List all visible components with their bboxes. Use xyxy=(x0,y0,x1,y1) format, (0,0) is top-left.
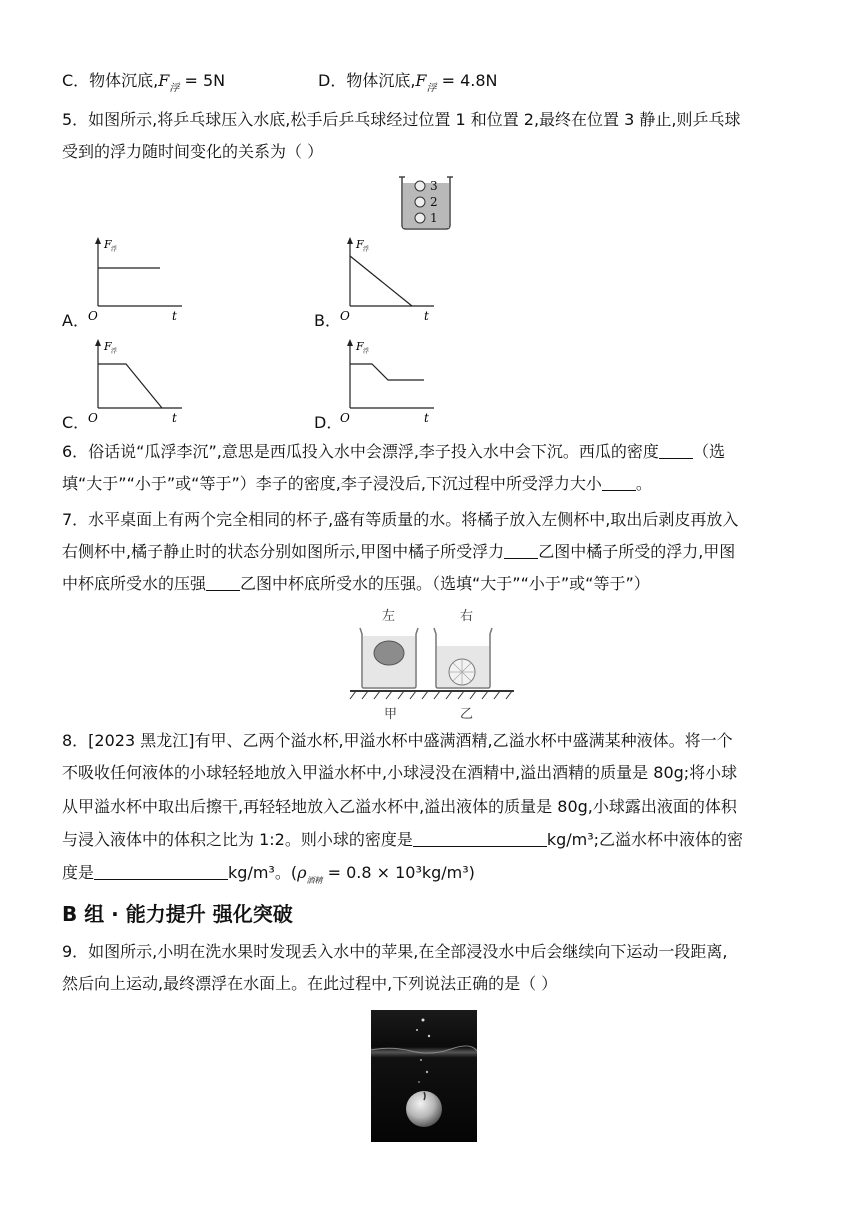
q5-stem-line2: 受到的浮力随时间变化的关系为（ ） xyxy=(62,142,324,161)
q5-option-d-label: D． xyxy=(314,413,343,432)
q8-blank-2[interactable] xyxy=(94,863,228,880)
q8-line5-text: 度是 xyxy=(62,863,95,882)
q5-option-b-label: B． xyxy=(314,311,341,330)
q7-line3-tail: 乙图中杯底所受水的压强。（选填“大于”“小于”或“等于”） xyxy=(240,574,650,593)
graph-b-origin: O xyxy=(340,309,350,323)
q8-rho-value: = 0.8 × 10³kg/m³) xyxy=(322,863,475,882)
q7-cups-figure xyxy=(348,606,516,724)
q4-option-c-value: = 5N xyxy=(179,71,226,90)
graph-b-y-label: F xyxy=(356,238,364,251)
q7-blank-1[interactable] xyxy=(504,542,538,559)
graph-c-curve xyxy=(98,364,162,408)
q6-line2-text: 填“大于”“小于”或“等于”）李子的密度,李子浸没后,下沉过程中所受浮力大小 xyxy=(62,474,602,493)
q8-rho-symbol: ρ xyxy=(297,863,307,882)
q6-line1-tail: （选 xyxy=(692,442,725,461)
q8-line4-tail: kg/m³;乙溢水杯中液体的密 xyxy=(546,830,744,849)
graph-a-y-label: F xyxy=(104,238,112,251)
q6-stem-line2 xyxy=(62,473,652,495)
q8-line5-unit: kg/m³。( xyxy=(228,863,298,882)
q5-graph-d xyxy=(338,338,438,426)
q8-stem-line5 xyxy=(62,862,475,887)
q5-option-a-label: A． xyxy=(62,311,89,330)
q8-line4-text: 与浸入液体中的体积之比为 1:2。则小球的密度是 xyxy=(62,830,413,849)
graph-d-x-label: t xyxy=(424,411,429,425)
graph-a-y-sub: 浮 xyxy=(111,246,118,253)
q5-stem-line1: 5．如图所示,将乒乓球压入水底,松手后乒乓球经过位置 1 和位置 2,最终在位置 3 静止,则乒乓球 xyxy=(62,110,741,129)
q4-option-c-text: C．物体沉底, xyxy=(62,71,159,90)
q6-blank-1[interactable] xyxy=(659,442,693,459)
graph-b-y-sub: 浮 xyxy=(363,246,370,253)
q5-graph-c xyxy=(86,338,186,426)
q4-option-c-symbol: F xyxy=(158,71,170,90)
q4-option-d xyxy=(318,70,498,95)
graph-c-origin: O xyxy=(88,411,98,425)
q8-stem-line2: 不吸收任何液体的小球轻轻地放入甲溢水杯中,小球浸没在酒精中,溢出酒精的质量是 80g;将小球 xyxy=(62,763,738,782)
q4-option-d-value: = 4.8N xyxy=(436,71,498,90)
q8-rho-subscript: 酒精 xyxy=(306,876,323,885)
q4-option-d-text: D．物体沉底, xyxy=(318,71,416,90)
graph-b-x-label: t xyxy=(424,309,429,323)
q6-line1-text: 6．俗话说“瓜浮李沉”,意思是西瓜投入水中会漂浮,李子投入水中会下沉。西瓜的密度 xyxy=(62,442,659,461)
q6-line2-tail: 。 xyxy=(635,474,652,493)
q5-position-2-label: 2 xyxy=(430,195,438,209)
q7-stem-line2 xyxy=(62,541,735,563)
graph-c-y-sub: 浮 xyxy=(111,348,118,355)
q7-stem-line3 xyxy=(62,573,650,595)
graph-d-y-sub: 浮 xyxy=(363,348,370,355)
q7-stem-line1: 7．水平桌面上有两个完全相同的杯子,盛有等质量的水。将橘子放入左侧杯中,取出后剥皮再放入 xyxy=(62,510,739,529)
q9-stem-line2: 然后向上运动,最终漂浮在水面上。在此过程中,下列说法正确的是（ ） xyxy=(62,974,558,993)
q7-line2-text: 右侧杯中,橘子静止时的状态分别如图所示,甲图中橘子所受浮力 xyxy=(62,542,505,561)
graph-d-curve xyxy=(350,364,424,380)
q8-stem-line4 xyxy=(62,829,743,851)
q5-graph-a xyxy=(86,236,186,324)
q7-line3-text: 中杯底所受水的压强 xyxy=(62,574,207,593)
q7-line2-tail: 乙图中橘子所受的浮力,甲图 xyxy=(538,542,736,561)
q8-stem-line3: 从甲溢水杯中取出后擦干,再轻轻地放入乙溢水杯中,溢出液体的质量是 80g,小球露出液面的体积 xyxy=(62,797,737,816)
graph-c-y-label: F xyxy=(104,340,112,353)
q4-option-d-subscript: 浮 xyxy=(426,83,437,94)
q9-apple-photo xyxy=(371,1010,477,1142)
q7-yi-label: 乙 xyxy=(460,707,474,722)
graph-c-x-label: t xyxy=(172,411,177,425)
graph-b-curve xyxy=(350,256,412,306)
q5-option-c-label: C． xyxy=(62,413,90,432)
graph-d-origin: O xyxy=(340,411,350,425)
q5-position-1-label: 1 xyxy=(430,211,438,225)
q6-blank-2[interactable] xyxy=(602,474,636,491)
graph-a-x-label: t xyxy=(172,309,177,323)
q5-graph-b xyxy=(338,236,438,324)
graph-d-y-label: F xyxy=(356,340,364,353)
q4-option-c-subscript: 浮 xyxy=(169,83,180,94)
q7-blank-2[interactable] xyxy=(206,574,240,591)
q6-stem-line1 xyxy=(62,441,725,463)
q5-position-3-label: 3 xyxy=(430,179,438,193)
q8-blank-1[interactable] xyxy=(413,830,547,847)
q8-stem-line1: 8．[2023 黑龙江]有甲、乙两个溢水杯,甲溢水杯中盛满酒精,乙溢水杯中盛满某种液体。将一个 xyxy=(62,731,733,750)
q4-option-c xyxy=(62,70,225,95)
q7-orange-whole xyxy=(374,641,404,665)
q7-right-label: 右 xyxy=(460,609,474,624)
q7-jia-label: 甲 xyxy=(384,707,398,722)
graph-a-origin: O xyxy=(88,309,98,323)
section-b-heading: B 组 · 能力提升 强化突破 xyxy=(62,902,293,926)
q4-option-d-symbol: F xyxy=(415,71,427,90)
q9-stem-line1: 9．如图所示,小明在洗水果时发现丢入水中的苹果,在全部浸没水中后会继续向下运动一段距离, xyxy=(62,942,728,961)
q5-beaker-figure xyxy=(398,173,454,231)
q7-left-label: 左 xyxy=(382,609,396,624)
